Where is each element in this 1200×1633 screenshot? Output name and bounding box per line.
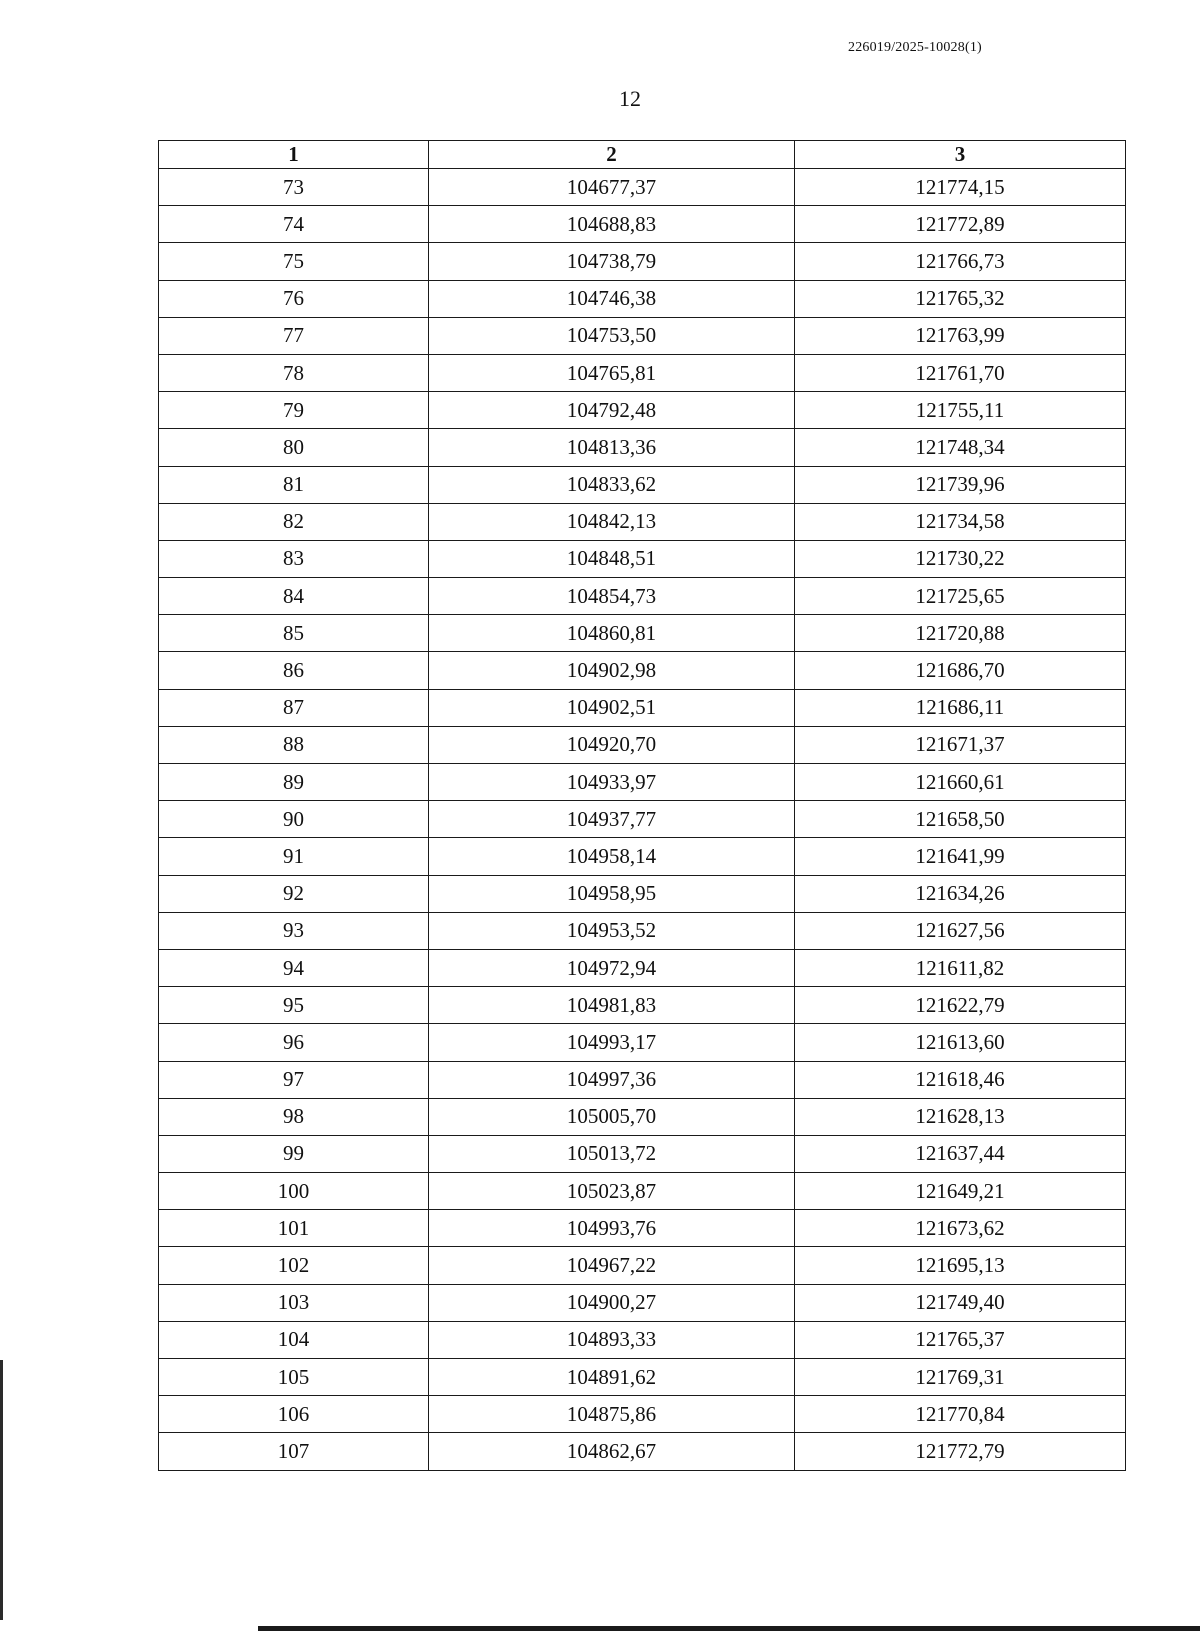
x-coordinate-cell: 104813,36 bbox=[429, 429, 795, 466]
y-coordinate-cell: 121618,46 bbox=[795, 1061, 1126, 1098]
point-number-cell: 93 bbox=[159, 912, 429, 949]
coordinates-table bbox=[158, 140, 1126, 1471]
table-row bbox=[159, 1321, 1126, 1358]
point-number-cell: 106 bbox=[159, 1396, 429, 1433]
x-coordinate-cell: 104833,62 bbox=[429, 466, 795, 503]
table-row bbox=[159, 243, 1126, 280]
table-body bbox=[159, 169, 1126, 1471]
point-number-cell: 77 bbox=[159, 317, 429, 354]
point-number-cell: 100 bbox=[159, 1173, 429, 1210]
point-number-cell: 90 bbox=[159, 801, 429, 838]
point-number-cell: 76 bbox=[159, 280, 429, 317]
y-coordinate-cell: 121686,70 bbox=[795, 652, 1126, 689]
table-row bbox=[159, 1359, 1126, 1396]
y-coordinate-cell: 121695,13 bbox=[795, 1247, 1126, 1284]
table-row bbox=[159, 838, 1126, 875]
point-number-cell: 86 bbox=[159, 652, 429, 689]
point-number-cell: 85 bbox=[159, 615, 429, 652]
table-header bbox=[159, 141, 1126, 169]
point-number-cell: 80 bbox=[159, 429, 429, 466]
table-row bbox=[159, 1210, 1126, 1247]
x-coordinate-cell: 104997,36 bbox=[429, 1061, 795, 1098]
x-coordinate-cell: 104848,51 bbox=[429, 540, 795, 577]
table-row bbox=[159, 1173, 1126, 1210]
table-row bbox=[159, 949, 1126, 986]
x-coordinate-cell: 104953,52 bbox=[429, 912, 795, 949]
y-coordinate-cell: 121755,11 bbox=[795, 392, 1126, 429]
table-row bbox=[159, 317, 1126, 354]
table-row bbox=[159, 354, 1126, 391]
y-coordinate-cell: 121739,96 bbox=[795, 466, 1126, 503]
point-number-cell: 107 bbox=[159, 1433, 429, 1470]
y-coordinate-cell: 121734,58 bbox=[795, 503, 1126, 540]
table-row bbox=[159, 615, 1126, 652]
x-coordinate-cell: 104937,77 bbox=[429, 801, 795, 838]
point-number-cell: 102 bbox=[159, 1247, 429, 1284]
x-coordinate-cell: 104792,48 bbox=[429, 392, 795, 429]
table-row bbox=[159, 1135, 1126, 1172]
y-coordinate-cell: 121641,99 bbox=[795, 838, 1126, 875]
table-row bbox=[159, 429, 1126, 466]
y-coordinate-cell: 121769,31 bbox=[795, 1359, 1126, 1396]
x-coordinate-cell: 104958,95 bbox=[429, 875, 795, 912]
table-row bbox=[159, 169, 1126, 206]
table-row bbox=[159, 206, 1126, 243]
y-coordinate-cell: 121749,40 bbox=[795, 1284, 1126, 1321]
table-header-row bbox=[159, 141, 1126, 169]
x-coordinate-cell: 104746,38 bbox=[429, 280, 795, 317]
point-number-cell: 97 bbox=[159, 1061, 429, 1098]
y-coordinate-cell: 121720,88 bbox=[795, 615, 1126, 652]
y-coordinate-cell: 121772,89 bbox=[795, 206, 1126, 243]
x-coordinate-cell: 104920,70 bbox=[429, 726, 795, 763]
x-coordinate-cell: 104677,37 bbox=[429, 169, 795, 206]
y-coordinate-cell: 121673,62 bbox=[795, 1210, 1126, 1247]
table-row bbox=[159, 540, 1126, 577]
table-row bbox=[159, 689, 1126, 726]
table-row bbox=[159, 1024, 1126, 1061]
point-number-cell: 105 bbox=[159, 1359, 429, 1396]
x-coordinate-cell: 104902,98 bbox=[429, 652, 795, 689]
y-coordinate-cell: 121671,37 bbox=[795, 726, 1126, 763]
point-number-cell: 101 bbox=[159, 1210, 429, 1247]
x-coordinate-cell: 104891,62 bbox=[429, 1359, 795, 1396]
x-coordinate-cell: 104860,81 bbox=[429, 615, 795, 652]
x-coordinate-cell: 104765,81 bbox=[429, 354, 795, 391]
x-coordinate-cell: 104875,86 bbox=[429, 1396, 795, 1433]
y-coordinate-cell: 121660,61 bbox=[795, 764, 1126, 801]
table-row bbox=[159, 466, 1126, 503]
x-coordinate-cell: 104862,67 bbox=[429, 1433, 795, 1470]
point-number-cell: 79 bbox=[159, 392, 429, 429]
table-row bbox=[159, 1061, 1126, 1098]
page-number: 12 bbox=[619, 86, 641, 111]
table-row bbox=[159, 764, 1126, 801]
point-number-cell: 92 bbox=[159, 875, 429, 912]
table-row bbox=[159, 280, 1126, 317]
point-number-cell: 75 bbox=[159, 243, 429, 280]
point-number-cell: 94 bbox=[159, 949, 429, 986]
point-number-cell: 99 bbox=[159, 1135, 429, 1172]
scan-bottom-edge bbox=[258, 1626, 1200, 1631]
point-number-cell: 82 bbox=[159, 503, 429, 540]
y-coordinate-cell: 121774,15 bbox=[795, 169, 1126, 206]
x-coordinate-cell: 104854,73 bbox=[429, 578, 795, 615]
y-coordinate-cell: 121628,13 bbox=[795, 1098, 1126, 1135]
column-header-2: 2 bbox=[429, 141, 795, 169]
x-coordinate-cell: 104738,79 bbox=[429, 243, 795, 280]
y-coordinate-cell: 121613,60 bbox=[795, 1024, 1126, 1061]
y-coordinate-cell: 121649,21 bbox=[795, 1173, 1126, 1210]
point-number-cell: 88 bbox=[159, 726, 429, 763]
document-reference: 226019/2025-10028(1) bbox=[848, 40, 982, 55]
y-coordinate-cell: 121634,26 bbox=[795, 875, 1126, 912]
y-coordinate-cell: 121725,65 bbox=[795, 578, 1126, 615]
x-coordinate-cell: 104753,50 bbox=[429, 317, 795, 354]
y-coordinate-cell: 121611,82 bbox=[795, 949, 1126, 986]
x-coordinate-cell: 104933,97 bbox=[429, 764, 795, 801]
y-coordinate-cell: 121770,84 bbox=[795, 1396, 1126, 1433]
x-coordinate-cell: 104972,94 bbox=[429, 949, 795, 986]
y-coordinate-cell: 121730,22 bbox=[795, 540, 1126, 577]
x-coordinate-cell: 104967,22 bbox=[429, 1247, 795, 1284]
table-row bbox=[159, 726, 1126, 763]
table-row bbox=[159, 801, 1126, 838]
y-coordinate-cell: 121765,37 bbox=[795, 1321, 1126, 1358]
table-row bbox=[159, 578, 1126, 615]
point-number-cell: 95 bbox=[159, 987, 429, 1024]
table-row bbox=[159, 987, 1126, 1024]
x-coordinate-cell: 104993,17 bbox=[429, 1024, 795, 1061]
y-coordinate-cell: 121765,32 bbox=[795, 280, 1126, 317]
table-row bbox=[159, 652, 1126, 689]
point-number-cell: 91 bbox=[159, 838, 429, 875]
x-coordinate-cell: 104993,76 bbox=[429, 1210, 795, 1247]
x-coordinate-cell: 104900,27 bbox=[429, 1284, 795, 1321]
table-row bbox=[159, 1396, 1126, 1433]
point-number-cell: 73 bbox=[159, 169, 429, 206]
x-coordinate-cell: 104842,13 bbox=[429, 503, 795, 540]
point-number-cell: 83 bbox=[159, 540, 429, 577]
y-coordinate-cell: 121658,50 bbox=[795, 801, 1126, 838]
table-row bbox=[159, 503, 1126, 540]
scan-left-edge bbox=[0, 1360, 3, 1620]
x-coordinate-cell: 104981,83 bbox=[429, 987, 795, 1024]
x-coordinate-cell: 105005,70 bbox=[429, 1098, 795, 1135]
point-number-cell: 87 bbox=[159, 689, 429, 726]
x-coordinate-cell: 104893,33 bbox=[429, 1321, 795, 1358]
y-coordinate-cell: 121772,79 bbox=[795, 1433, 1126, 1470]
x-coordinate-cell: 104958,14 bbox=[429, 838, 795, 875]
point-number-cell: 98 bbox=[159, 1098, 429, 1135]
y-coordinate-cell: 121627,56 bbox=[795, 912, 1126, 949]
point-number-cell: 78 bbox=[159, 354, 429, 391]
x-coordinate-cell: 104688,83 bbox=[429, 206, 795, 243]
point-number-cell: 74 bbox=[159, 206, 429, 243]
y-coordinate-cell: 121761,70 bbox=[795, 354, 1126, 391]
point-number-cell: 96 bbox=[159, 1024, 429, 1061]
table-row bbox=[159, 1098, 1126, 1135]
table-row bbox=[159, 1247, 1126, 1284]
table-row bbox=[159, 1284, 1126, 1321]
y-coordinate-cell: 121686,11 bbox=[795, 689, 1126, 726]
column-header-3: 3 bbox=[795, 141, 1126, 169]
point-number-cell: 84 bbox=[159, 578, 429, 615]
point-number-cell: 89 bbox=[159, 764, 429, 801]
x-coordinate-cell: 105013,72 bbox=[429, 1135, 795, 1172]
point-number-cell: 81 bbox=[159, 466, 429, 503]
table-row bbox=[159, 1433, 1126, 1470]
y-coordinate-cell: 121766,73 bbox=[795, 243, 1126, 280]
table-row bbox=[159, 875, 1126, 912]
table-row bbox=[159, 912, 1126, 949]
y-coordinate-cell: 121622,79 bbox=[795, 987, 1126, 1024]
y-coordinate-cell: 121748,34 bbox=[795, 429, 1126, 466]
table-row bbox=[159, 392, 1126, 429]
point-number-cell: 103 bbox=[159, 1284, 429, 1321]
point-number-cell: 104 bbox=[159, 1321, 429, 1358]
x-coordinate-cell: 104902,51 bbox=[429, 689, 795, 726]
x-coordinate-cell: 105023,87 bbox=[429, 1173, 795, 1210]
y-coordinate-cell: 121637,44 bbox=[795, 1135, 1126, 1172]
column-header-1: 1 bbox=[159, 141, 429, 169]
y-coordinate-cell: 121763,99 bbox=[795, 317, 1126, 354]
